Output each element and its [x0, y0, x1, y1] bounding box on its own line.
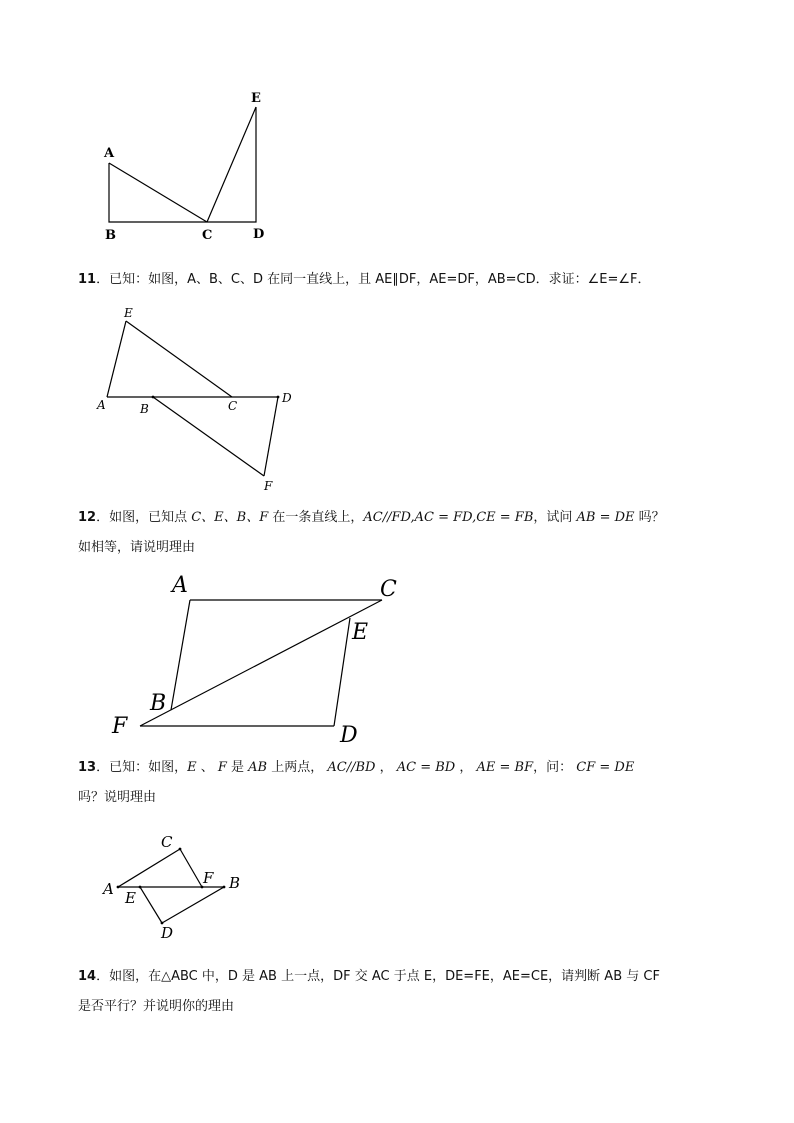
separator: 、 [196, 760, 218, 775]
point-a [117, 886, 120, 889]
question-number: 13 [78, 760, 97, 775]
label-c: C [228, 399, 238, 413]
math-conditions: AC//FD,AC = FD,CE = FB [363, 510, 534, 525]
label-a: A [172, 573, 188, 598]
label-c: C [202, 228, 213, 243]
segment-a-e [107, 321, 126, 397]
label-e: E [124, 306, 133, 320]
segment-a-b [171, 600, 190, 710]
segment-c-f [180, 849, 202, 887]
math-question: CF = DE [576, 760, 635, 775]
comma-1: ， [375, 760, 393, 775]
question-14 [78, 962, 728, 1022]
question-number: 12 [78, 510, 97, 525]
figure-q13 [100, 830, 260, 945]
figure-q13-svg [100, 830, 260, 945]
question-text-end: 吗？ [634, 510, 665, 525]
point-b [223, 886, 226, 889]
label-e: E [251, 91, 261, 106]
question-line-2: 是否平行？并说明你的理由 [78, 999, 235, 1014]
math-question: AB = DE [576, 510, 635, 525]
label-d: D [161, 924, 174, 942]
segment-e-c [126, 321, 232, 397]
point-c [179, 848, 182, 851]
label-b: B [105, 228, 116, 243]
segment-d-e [334, 618, 350, 726]
question-line-2: 吗？说明理由 [78, 790, 157, 805]
math-f: F [217, 760, 227, 775]
point-d [277, 396, 280, 399]
segment-c-e [207, 107, 256, 222]
label-d: D [282, 391, 292, 405]
figure-q10-svg [95, 85, 285, 245]
segment-c-f [140, 600, 382, 726]
question-text: ．已知：如图，A、B、C、D 在同一直线上，且 AE∥DF，AE=DF，AB=CD．求证：∠E=∠F． [96, 272, 651, 287]
label-b: B [229, 874, 241, 892]
question-12 [78, 503, 728, 563]
figure-q12 [110, 570, 410, 750]
label-d: D [253, 227, 265, 242]
question-text-is: 是 [226, 760, 249, 775]
segment-b-f [153, 397, 264, 476]
label-b: B [140, 402, 149, 416]
figure-q10 [95, 85, 285, 245]
question-text-pre: ．如图，已知点 [96, 510, 192, 525]
label-b: B [150, 691, 167, 716]
label-f: F [203, 869, 214, 887]
question-11 [78, 265, 728, 295]
question-13 [78, 753, 728, 813]
math-ab: AB [248, 760, 268, 775]
segment-a-c [109, 163, 207, 222]
label-a: A [103, 880, 114, 898]
math-cond-2: AC = BD [396, 760, 456, 775]
segment-f-d [264, 397, 278, 476]
point-b [152, 396, 155, 399]
label-f: F [112, 714, 128, 739]
math-points: C、E、B、F [191, 510, 269, 525]
question-text: ．如图，在△ABC 中，D 是 AB 上一点，DF 交 AC 于点 E，DE=FE，AE=CE，请判断 AB 与 CF [96, 969, 660, 984]
point-e [139, 886, 142, 889]
label-d: D [340, 723, 358, 748]
figure-q12-svg [110, 570, 410, 750]
segment-e-d [140, 887, 162, 923]
figure-q11-svg [95, 300, 315, 500]
question-line-2: 如相等，请说明理由 [78, 540, 196, 555]
question-number: 11 [78, 272, 97, 287]
label-c: C [380, 577, 397, 602]
math-cond-1: AC//BD [327, 760, 376, 775]
comma-2: ， [455, 760, 473, 775]
segment-d-b [162, 887, 224, 923]
segment-a-c [118, 849, 180, 887]
label-a: A [97, 398, 106, 412]
label-e: E [352, 620, 369, 645]
question-text-two: 上两点， [267, 760, 324, 775]
label-c: C [161, 833, 173, 851]
label-e: E [125, 889, 136, 907]
question-number: 14 [78, 969, 97, 984]
math-e: E [187, 760, 197, 775]
label-f: F [264, 479, 273, 493]
question-text-ask: ，试问 [533, 510, 577, 525]
figure-q11 [95, 300, 315, 500]
question-text-mid: 在一条直线上， [268, 510, 364, 525]
label-a: A [104, 146, 115, 161]
math-cond-3: AE = BF [476, 760, 534, 775]
question-text-ask: ，问： [533, 760, 573, 775]
question-text-pre: ．已知：如图， [96, 760, 188, 775]
